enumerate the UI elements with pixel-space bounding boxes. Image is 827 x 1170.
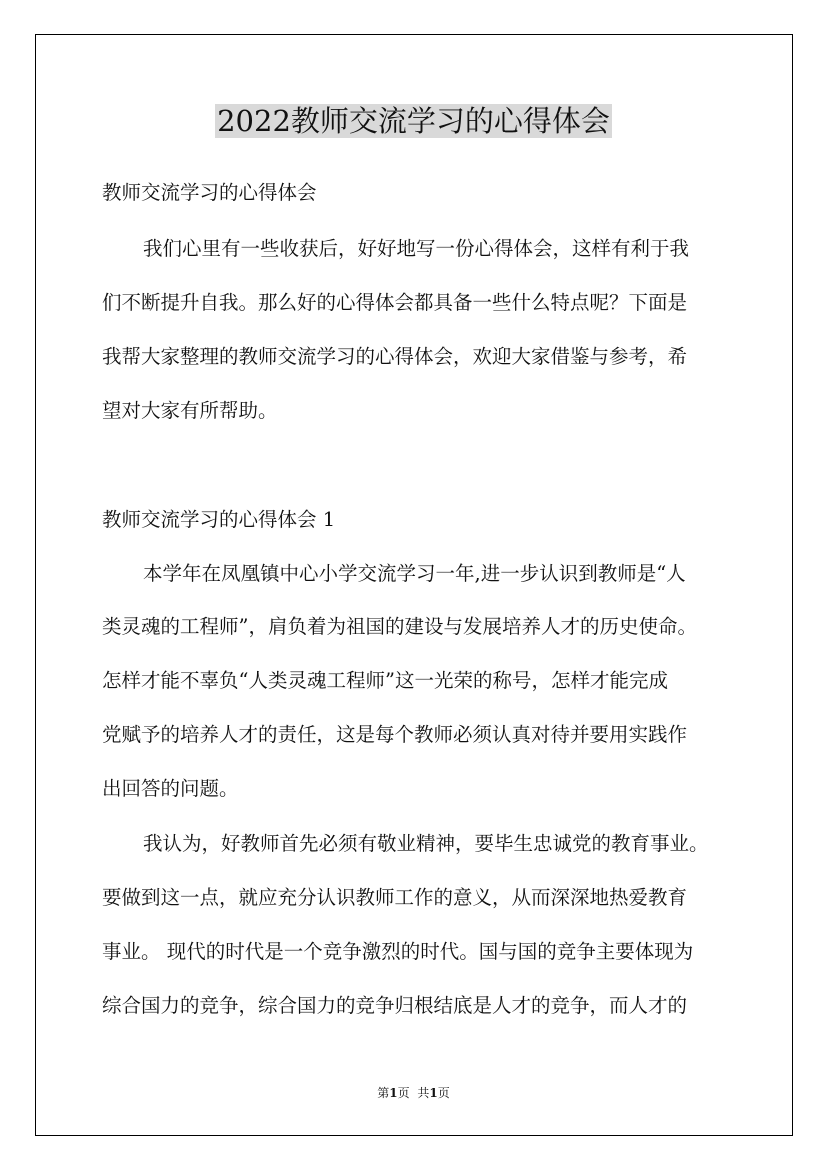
intro-line: 我们心里有一些收获后，好好地写一份心得体会，这样有利于我 — [143, 237, 690, 260]
page-prefix: 第 — [377, 1086, 390, 1100]
document-title — [0, 98, 827, 144]
intro-line: 们不断提升自我。那么好的心得体会都具备一些什么特点呢？下面是 — [102, 291, 688, 314]
page-suffix: 页 — [397, 1086, 410, 1100]
intro-line: 望对大家有所帮助。 — [102, 399, 278, 422]
total-suffix: 页 — [437, 1086, 450, 1100]
document-title-text: 2022教师交流学习的心得体会 — [217, 104, 610, 138]
paragraph-1-line: 出回答的问题。 — [102, 777, 239, 800]
paragraph-2-line: 综合国力的竞争，综合国力的竞争归根结底是人才的竞争，而人才的 — [102, 994, 688, 1017]
page-number: 1 — [389, 1086, 398, 1100]
paragraph-1-line: 党赋予的培养人才的责任，这是每个教师必须认真对待并要用实践作 — [102, 723, 688, 746]
paragraph-1-line: 本学年在凤凰镇中心小学交流学习一年,进一步认识到教师是“人 — [143, 562, 686, 585]
total-pages: 1 — [429, 1086, 438, 1100]
total-prefix: 共 — [417, 1086, 430, 1100]
paragraph-2-line: 要做到这一点，就应充分认识教师工作的意义，从而深深地热爱教育 — [102, 886, 688, 909]
page-footer — [0, 1084, 827, 1102]
paragraph-2-line: 我认为，好教师首先必须有敬业精神，要毕生忠诚党的教育事业。 — [143, 832, 709, 855]
intro-line: 我帮大家整理的教师交流学习的心得体会，欢迎大家借鉴与参考，希 — [102, 345, 688, 368]
paragraph-1-line: 类灵魂的工程师”，肩负着为祖国的建设与发展培养人才的历史使命。 — [102, 615, 697, 638]
paragraph-1-line: 怎样才能不辜负“人类灵魂工程师”这一光荣的称号，怎样才能完成 — [102, 669, 668, 692]
section-heading: 教师交流学习的心得体会 1 — [102, 508, 336, 531]
paragraph-2-line: 事业。 现代的时代是一个竞争激烈的时代。国与国的竞争主要体现为 — [102, 940, 694, 963]
document-subtitle: 教师交流学习的心得体会 — [102, 181, 317, 204]
